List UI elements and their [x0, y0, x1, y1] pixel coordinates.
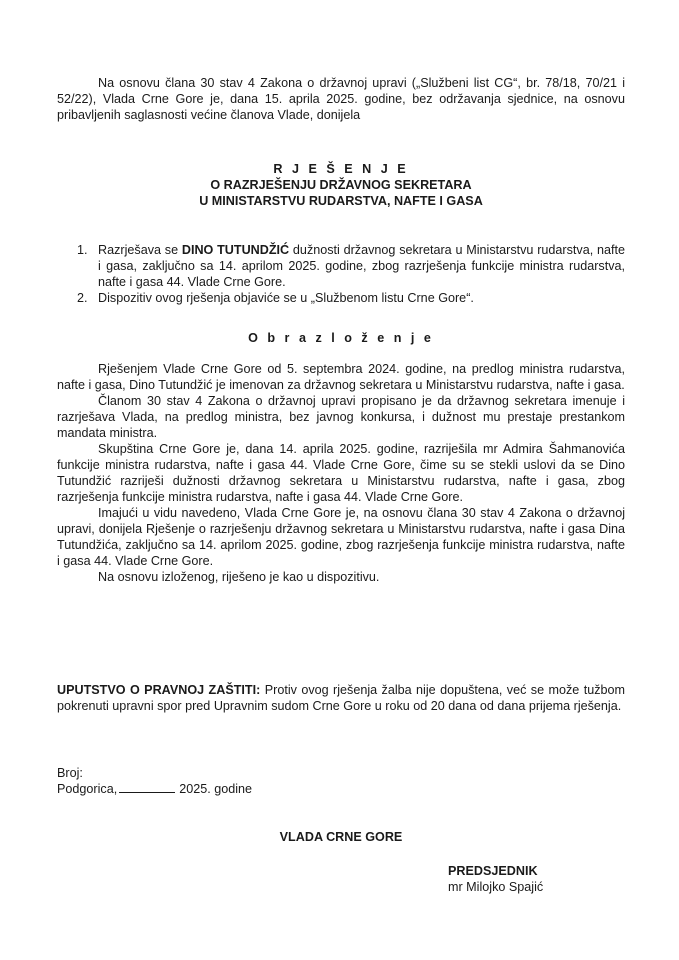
title-line-2: O RAZRJEŠENJU DRŽAVNOG SEKRETARA	[210, 178, 472, 192]
reasoning-paragraph: Članom 30 stav 4 Zakona o državnoj upravi propisano je da državnog sekretara imenuje i razrješava Vlada, na predlog ministra, bez javnog konkursa, i dužnost mu prestaje prestankom mandata ministra.	[57, 394, 625, 440]
president-name: mr Milojko Spajić	[448, 880, 544, 894]
reasoning-heading: O b r a z l o ž e n j e	[248, 331, 434, 345]
reasoning-section	[57, 361, 625, 585]
dismissed-person-name: DINO TUTUNDŽIĆ	[181, 243, 290, 257]
legal-protection-text: Protiv ovog rješenja žalba nije dopuštena, već se može tužbom pokrenuti upravni spor pred Upravnim sudom Crne Gore u roku od 20 dana od dana prijema rješenja.	[57, 683, 626, 713]
government-name: VLADA CRNE GORE	[279, 830, 403, 844]
legal-protection-notice	[57, 682, 625, 714]
place: Podgorica,	[57, 782, 118, 796]
title-line-1: R J E Š E N J E	[273, 162, 409, 176]
reasoning-paragraph: Na osnovu izloženog, riješeno je kao u dispozitivu.	[98, 570, 380, 584]
dispositive-item	[57, 242, 625, 290]
item-number: 1.	[77, 243, 88, 257]
reasoning-paragraph: Skupština Crne Gore je, dana 14. aprila 2025. godine, razriješila mr Admira Šahmanovića funkcije ministra rudarstva, nafte i gasa 44. Vlade Crne Gore, čime su se stekli uslovi da se Dino Tutundžić razriješi dužnosti državnog sekretara u Ministarstvu rudarstva, nafte i gasa, zbog razrješenja funkcije ministra rudarstva, nafte i gasa 44. Vlade Crne Gore.	[57, 442, 625, 504]
dispositive-list	[57, 242, 625, 306]
item-number: 2.	[77, 291, 88, 305]
item-text-before: Razrješava se	[98, 243, 182, 257]
item-text-after: dužnosti državnog sekretara u Ministarstvu rudarstva, nafte i gasa, zaključno sa 14. aprilom 2025. godine, zbog razrješenja funkcije ministra rudarstva, nafte i gasa 44. Vlade Crne Gore.	[98, 243, 625, 289]
number-label: Broj:	[57, 766, 83, 780]
dispositive-item	[57, 290, 625, 306]
decision-title	[57, 161, 625, 209]
place-date-line	[57, 781, 357, 797]
title-line-3: U MINISTARSTVU RUDARSTVA, NAFTE I GASA	[199, 194, 483, 208]
year: 2025. godine	[179, 782, 253, 796]
president-title: PREDSJEDNIK	[448, 864, 538, 878]
item-text: Dispozitiv ovog rješenja objaviće se u „Službenom listu Crne Gore“.	[98, 291, 474, 305]
document-number-block	[57, 765, 357, 797]
reasoning-paragraph: Rješenjem Vlade Crne Gore od 5. septembra 2024. godine, na predlog ministra rudarstva, nafte i gasa, Dino Tutundžić je imenovan za državnog sekretara u Ministarstvu rudarstva, nafte i gasa.	[57, 362, 625, 392]
legal-protection-label: UPUTSTVO O PRAVNOJ ZAŠTITI:	[57, 683, 261, 697]
signature-block	[448, 863, 628, 895]
reasoning-paragraph: Imajući u vidu navedeno, Vlada Crne Gore je, na osnovu člana 30 stav 4 Zakona o državnoj upravi, donijela Rješenje o razrješenju državnog sekretara u Ministarstvu rudarstva, nafte i gasa Dina Tutundžića, zaključno sa 14. aprilom 2025. godine, zbog razrješenja funkcije ministra rudarstva, nafte i gasa 44. Vlade Crne Gore.	[57, 506, 625, 568]
intro-paragraph: Na osnovu člana 30 stav 4 Zakona o državnoj upravi („Službeni list CG“, br. 78/18, 70/21 i 52/22), Vlada Crne Gore je, dana 15. aprila 2025. godine, bez održavanja sjednice, na osnovu pribavljenih saglasnosti većine članova Vlade, donijela	[57, 76, 625, 122]
date-blank-line	[119, 782, 175, 793]
